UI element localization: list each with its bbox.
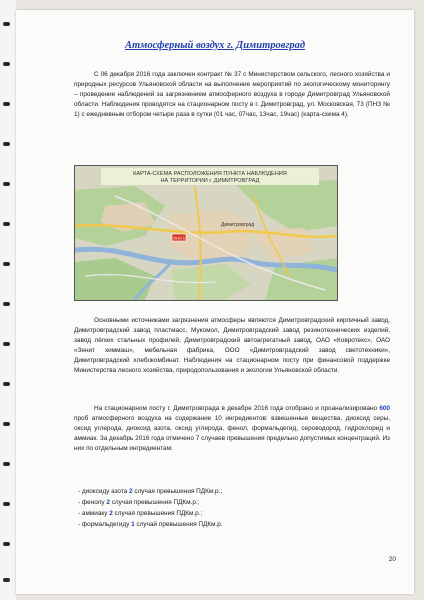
binder-hole <box>3 302 10 306</box>
sources-paragraph <box>74 316 390 376</box>
list-item-text: - аммиаку <box>78 510 110 517</box>
page-number: 20 <box>388 556 396 563</box>
exceedance-count: 2 <box>106 499 110 506</box>
map-caption-line1: КАРТА-СХЕМА РАСПОЛОЖЕНИЯ ПУНКТА НАБЛЮДЕНИЯ <box>133 171 287 177</box>
list-item <box>78 508 378 519</box>
binder-hole <box>3 462 10 466</box>
sources-text: Основными источниками загрязнения атмосферы являются Димитровградский кирпичный завод, Димитровградский завод пластмасс, Мукомол, Димитровградский завод резинотехнических изделий, завод лёгких стальных профилей, Димитровградский автоагрегатный завод, ОАО «Ковротекс», ОАО «Зенит химмаш», мебельная фабрика, ООО «Димитровградский завод светотехники», Димитровградский хлебокомбинат. Наблюдения на стационарном посту при финансовой поддержке Министерства лесного хозяйства, природопользования и экологии Ульяновской области. <box>74 317 390 374</box>
exceedance-count: 2 <box>109 510 113 517</box>
monitoring-text-after: проб атмосферного воздуха на содержание 10 ингредиентов: взвешенные вещества, диоксид серы, оксид углерода, диоксид азота, оксид углерода, фенол, формальдегид, сероводород, гидрохлорид и аммиак. За декабрь 2016 года отмечено 7 случаев превышения предельно допустимых концентраций. Из них по отдельным ингредиентам: <box>74 415 390 452</box>
binder-hole <box>3 102 10 106</box>
exceedance-count: 2 <box>129 488 133 495</box>
map-caption-line2: НА ТЕРРИТОРИИ г. ДИМИТРОВГРАД <box>160 178 260 184</box>
binder-hole <box>3 342 10 346</box>
binder-hole <box>3 182 10 186</box>
exceedance-list <box>78 486 378 530</box>
list-item-text: случай превышения ПДКм.р. <box>134 521 223 528</box>
binder-hole <box>3 62 10 66</box>
list-item-text: случая превышения ПДКм.р.; <box>109 499 200 506</box>
monitoring-text-before: На стационарном посту г. Димитровграда в декабре 2016 года отобрано и проанализировано <box>94 405 380 412</box>
document-page <box>16 10 414 594</box>
list-item-text: - фенолу <box>78 499 107 506</box>
intro-text: С 06 декабря 2016 года заключен контракт № 37 с Министерством сельского, лесного хозяйства и природных ресурсов Ульяновской области на выполнение мероприятий по экологическому мониторингу – проведение наблюдений за загрязнением атмосферного воздуха в городе Димитровград Ульяновской области. Наблюдения проводятся на стационарном посту в г. Димитровград, ул. Московская, 73 (ПНЗ № 1) с ежедневным отбором четыре раза в сутки (01 час, 07час, 13час, 19час) (карта-схема 4). <box>74 71 390 118</box>
binder-hole <box>3 422 10 426</box>
map-image <box>75 166 337 300</box>
binder-hole <box>3 542 10 546</box>
page-title: Атмосферный воздух г. Димитровград <box>124 40 306 51</box>
exceedance-count: 1 <box>131 521 135 528</box>
binder-hole <box>3 222 10 226</box>
monitoring-paragraph <box>74 404 390 454</box>
list-item-text: случая превышения ПДКм.р.; <box>112 510 203 517</box>
binder-strip <box>0 0 16 600</box>
binder-hole <box>3 502 10 506</box>
list-item <box>78 497 378 508</box>
map-city-label: Димитровград <box>221 222 255 228</box>
binder-hole <box>3 262 10 266</box>
list-item <box>78 486 378 497</box>
binder-hole <box>3 22 10 26</box>
list-item-text: случая превышения ПДКм.р.; <box>132 488 223 495</box>
binder-hole <box>3 382 10 386</box>
binder-hole <box>3 142 10 146</box>
list-item-text: - диоксиду азота <box>78 488 130 495</box>
list-item-text: - формальдегиду <box>78 521 132 528</box>
binder-hole <box>3 578 10 582</box>
location-map <box>74 165 338 301</box>
map-post-label: ПНЗ 1 <box>173 235 186 241</box>
list-item <box>78 519 378 530</box>
intro-paragraph <box>74 70 390 120</box>
samples-count: 600 <box>379 405 390 412</box>
